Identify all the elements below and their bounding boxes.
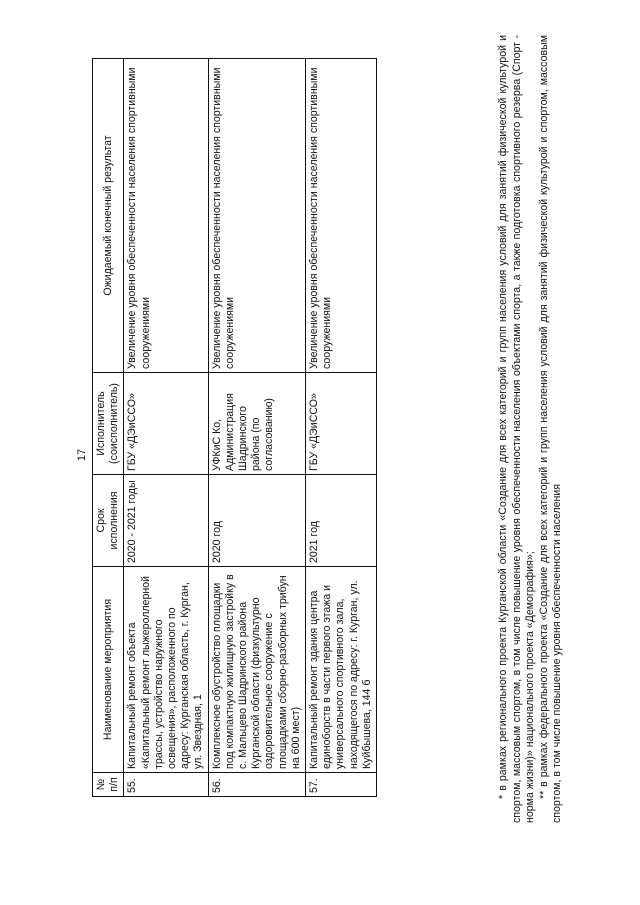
page-number: 17 — [76, 448, 88, 462]
header-term: Срок исполнения — [93, 475, 124, 567]
footnotes — [497, 35, 565, 823]
row-num: 57. — [306, 773, 377, 797]
row-num: 56. — [208, 773, 305, 797]
footnote-single-asterisk: * в рамках регионального проекта Курганской области «Создание для всех категорий и групп населения условий для занятий физической культурой и спортом, массовым спортом, в том числе повышение уровня обеспеченности населения объектами спорта, а также подготовка спортивного резерва (Спорт - норма жизни)» национального проекта «Демография»; — [497, 35, 537, 823]
row-term: 2020 год — [208, 475, 305, 567]
header-row — [93, 59, 124, 797]
row-executor: ГБУ «ДЭиССО» — [306, 373, 377, 475]
row-name: Капитальный ремонт здания центра единоборств в части первого этажа и универсального спортивного зала, находящегося по адресу: г. Курган, ул. Куйбышева, 144 б — [306, 567, 377, 773]
header-executor: Исполнитель (соисполнитель) — [93, 373, 124, 475]
footnote-double-asterisk: ** в рамках федерального проекта «Создание для всех категорий и групп населения условий для занятий физической культурой и спортом, массовым спортом, в том числе повышение уровня обеспеченности населения — [537, 35, 564, 823]
row-name: Капитальный ремонт объекта «Капитальный ремонт лыжероллерной трассы, устройство наружного освещения», расположенного по адресу: Курганская область, г. Курган, ул. Звездная, 1 — [124, 567, 208, 773]
row-result: Увеличение уровня обеспеченности населения спортивными сооружениями — [306, 59, 377, 373]
row-result: Увеличение уровня обеспеченности населения спортивными сооружениями — [124, 59, 208, 373]
table-body — [124, 59, 377, 797]
row-name: Комплексное обустройство площадки под компактную жилищную застройку в с. Мальцево Шадринского района Курганской области (физкультурно оздоровительное сооружение с площадками сборно-разборных трибун на 600 мест) — [208, 567, 305, 773]
header-name: Наименование мероприятия — [93, 567, 124, 773]
row-executor: УФКиС Ко, Администрация Шадринского района (по согласованию) — [208, 373, 305, 475]
table-row — [306, 59, 377, 797]
header-num: № п/п — [93, 773, 124, 797]
header-result: Ожидаемый конечный результат — [93, 59, 124, 373]
row-term: 2021 год — [306, 475, 377, 567]
row-num: 55. — [124, 773, 208, 797]
row-term: 2020 - 2021 годы — [124, 475, 208, 567]
table-row — [124, 59, 208, 797]
row-executor: ГБУ «ДЭиССО» — [124, 373, 208, 475]
row-result: Увеличение уровня обеспеченности населения спортивными сооружениями — [208, 59, 305, 373]
activities-table — [92, 58, 377, 797]
table-header — [93, 59, 124, 797]
table-row — [208, 59, 305, 797]
